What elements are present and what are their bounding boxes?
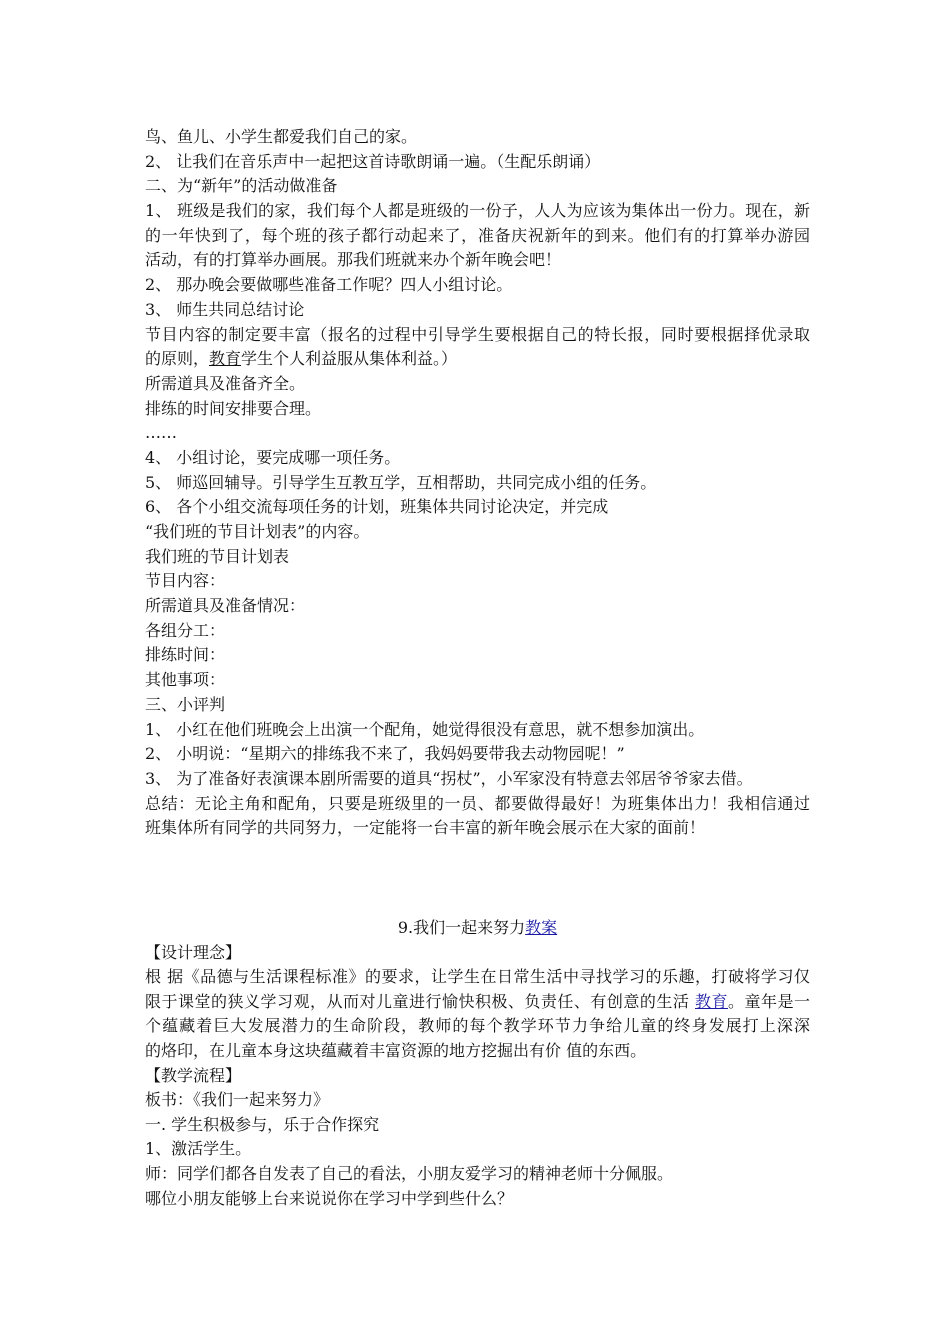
text-line: 4、 小组讨论，要完成哪一项任务。: [145, 447, 401, 467]
text-line: 1、激活学生。: [145, 1139, 252, 1159]
text-line: 活动，有的打算举办画展。那我们班就来办个新年晚会吧！: [145, 250, 562, 270]
form-field-label: 各组分工：: [145, 620, 226, 640]
text-line: 的烙印，在儿童本身这块蕴藏着丰富资源的地方挖掘出有价 值的东西。: [145, 1040, 647, 1060]
text-line: 所需道具及准备齐全。: [145, 373, 306, 393]
lesson-plan-link[interactable]: 教案: [525, 918, 558, 937]
form-field-label: 排练时间：: [145, 645, 226, 665]
lesson-plan-part-2: [145, 916, 810, 1211]
section-heading: 【设计理念】: [145, 942, 242, 962]
text-line: 2、 小明说：“星期六的排练我不来了，我妈妈要带我去动物园呢！”: [145, 744, 625, 764]
section-heading: 【教学流程】: [145, 1065, 242, 1085]
text-line: 鸟、鱼儿、小学生都爱我们自己的家。: [145, 127, 418, 146]
text-line: 根 据《品德与生活课程标准》的要求，让学生在日常生活中寻找学习的乐趣，打破将学习仅: [145, 967, 810, 987]
education-link[interactable]: 教育: [209, 349, 242, 369]
title-text: 9.我们一起来努力: [397, 918, 526, 937]
section-heading: 三、小评判: [145, 694, 226, 714]
text-line: 个蕴藏着巨大发展潜力的生命阶段，教师的每个教学环节力争给儿童的终身发展打上深深: [145, 1016, 810, 1036]
text-line: “我们班的节目计划表”的内容。: [145, 522, 370, 541]
section-heading: 二、为“新年”的活动做准备: [145, 176, 338, 196]
text-line: 6、 各个小组交流每项任务的计划，班集体共同讨论决定，并完成: [145, 497, 609, 517]
text-line: 1、 小红在他们班晚会上出演一个配角，她觉得很没有意思，就不想参加演出。: [145, 719, 705, 739]
text-fragment: 的原则，: [145, 349, 210, 369]
text-fragment: 学生个人利益服从集体利益。）: [241, 349, 458, 369]
text-fragment: 。童年是一: [727, 991, 810, 1011]
text-fragment: 限于课堂的狭义学习观，从而对儿童进行愉快积极、负责任、有创意的生活: [145, 991, 695, 1011]
text-line: 板书：《我们一起来努力》: [145, 1090, 330, 1110]
text-line: 1、 班级是我们的家，我们每个人都是班级的一份子，人人为应该为集体出一份力。现在，新: [145, 201, 810, 221]
form-field-label: 其他事项：: [145, 670, 226, 690]
text-line: [145, 990, 810, 1015]
text-line: 班集体所有同学的共同努力，一定能将一台丰富的新年晚会展示在大家的面前！: [145, 818, 706, 838]
text-line: 排练的时间安排要合理。: [145, 398, 322, 418]
table-title: 我们班的节目计划表: [145, 546, 290, 566]
text-line: 师：同学们都各自发表了自己的看法，小朋友爱学习的精神老师十分佩服。: [145, 1163, 674, 1183]
text-line: [145, 347, 810, 372]
text-line: 哪位小朋友能够上台来说说你在学习中学到些什么？: [145, 1188, 514, 1208]
ellipsis-line: ……: [145, 423, 177, 443]
text-line: 总结：无论主角和配角，只要是班级里的一员、都要做得最好！为班集体出力！我相信通过: [145, 793, 810, 813]
text-line: 2、 让我们在音乐声中一起把这首诗歌朗诵一遍。（生配乐朗诵）: [145, 151, 601, 171]
text-line: 3、 师生共同总结讨论: [145, 299, 305, 319]
form-field-label: 节目内容：: [145, 571, 226, 591]
text-line: 3、 为了准备好表演课本剧所需要的道具“拐杖”，小军家没有特意去邻居爷爷家去借。: [145, 768, 753, 788]
text-line: 一. 学生积极参与，乐于合作探究: [145, 1114, 380, 1134]
text-line: 节目内容的制定要丰富（报名的过程中引导学生要根据自己的特长报，同时要根据择优录取: [145, 324, 810, 344]
lesson-plan-part-1: [145, 125, 810, 841]
lesson-title: [145, 916, 810, 941]
text-line: 2、 那办晚会要做哪些准备工作呢？四人小组讨论。: [145, 275, 513, 295]
text-line: 5、 师巡回辅导。引导学生互教互学，互相帮助，共同完成小组的任务。: [145, 472, 657, 492]
form-field-label: 所需道具及准备情况：: [145, 596, 306, 616]
education-link[interactable]: 教育: [694, 991, 728, 1011]
text-line: 的一年快到了，每个班的孩子都行动起来了，准备庆祝新年的到来。他们有的打算举办游园: [145, 225, 810, 245]
